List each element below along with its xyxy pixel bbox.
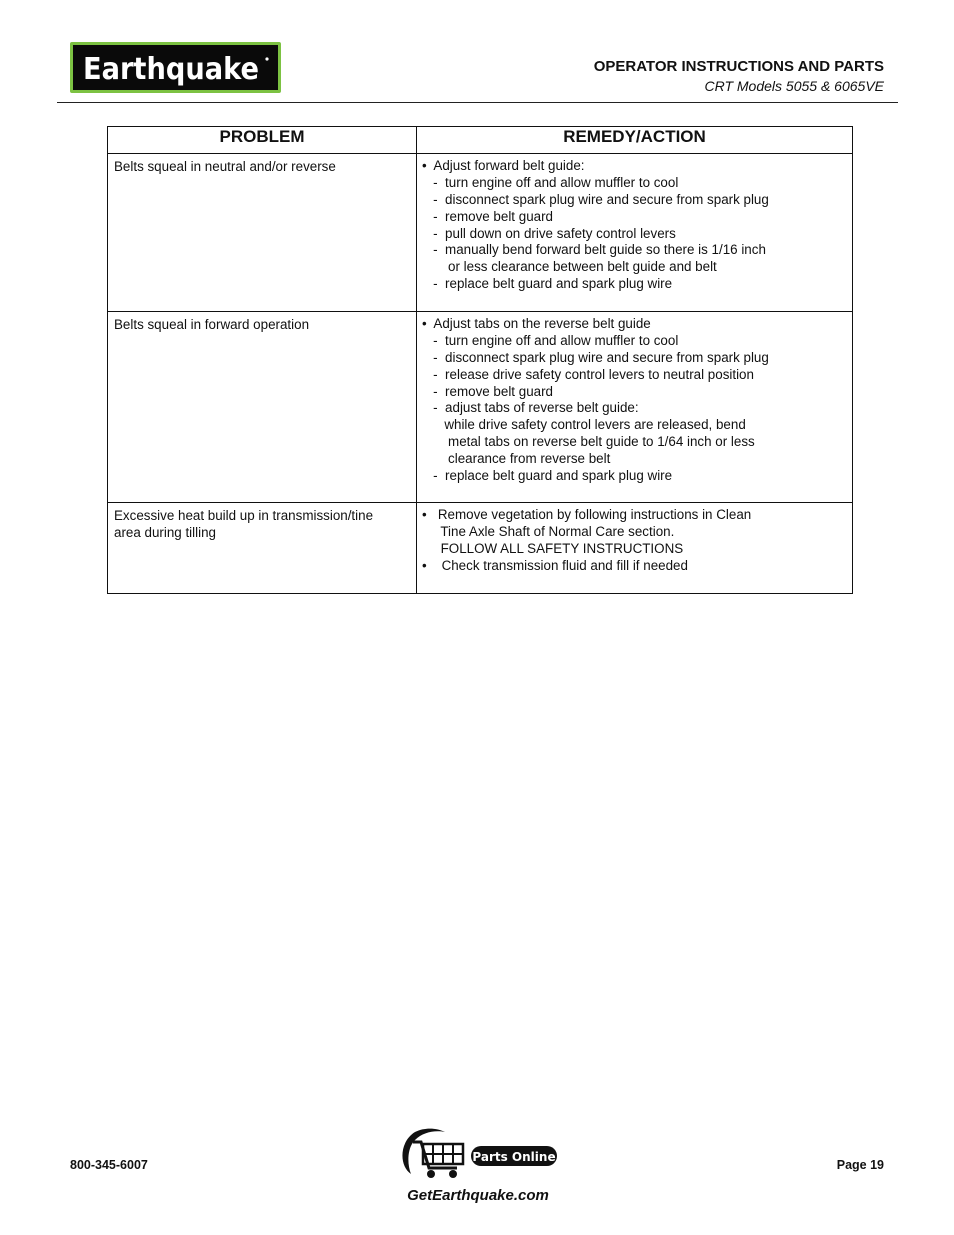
remedy-line: • Adjust forward belt guide: <box>422 158 585 173</box>
remedy-line: clearance from reverse belt <box>422 451 611 467</box>
remedy-line: - adjust tabs of reverse belt guide: <box>422 400 639 416</box>
table-row <box>108 312 853 503</box>
earthquake-logo-graphic <box>73 45 278 90</box>
remedy-cell <box>417 154 853 312</box>
table-row <box>108 503 853 594</box>
remedy-line: - disconnect spark plug wire and secure from spark plug <box>422 191 769 207</box>
footer-phone: 800-345-6007 <box>70 1158 148 1172</box>
remedy-line: - replace belt guard and spark plug wire <box>422 276 673 292</box>
problem-cell <box>108 312 417 503</box>
logo-wordmark: Earthquake <box>83 52 259 87</box>
column-header-problem: PROBLEM <box>108 127 417 154</box>
document-title: OPERATOR INSTRUCTIONS AND PARTS <box>593 58 884 75</box>
table-header-row <box>108 127 853 154</box>
footer-website-link[interactable]: GetEarthquake.com <box>407 1187 549 1204</box>
remedy-line: - remove belt guard <box>422 208 553 224</box>
registered-mark-icon <box>265 57 268 60</box>
remedy-cell <box>417 312 853 503</box>
problem-text: Belts squeal in neutral and/or reverse <box>114 159 336 174</box>
remedy-line: • Adjust tabs on the reverse belt guide <box>422 316 651 331</box>
remedy-line: - release drive safety control levers to neutral position <box>422 366 754 382</box>
problem-cell <box>108 503 417 594</box>
remedy-line: - replace belt guard and spark plug wire <box>422 468 673 484</box>
remedy-line: - manually bend forward belt guide so there is 1/16 inch <box>422 242 766 258</box>
parts-online-badge: Parts Online <box>472 1150 556 1164</box>
remedy-line: - remove belt guard <box>422 383 553 399</box>
remedy-line: - turn engine off and allow muffler to cool <box>422 332 679 348</box>
remedy-line: • Remove vegetation by following instructions in Clean <box>422 507 752 522</box>
earthquake-logo <box>70 42 281 93</box>
page-number: Page 19 <box>836 1158 884 1172</box>
table-row <box>108 154 853 312</box>
remedy-line: - pull down on drive safety control levers <box>422 225 676 241</box>
problem-text: Belts squeal in forward operation <box>114 317 310 332</box>
remedy-line: • Check transmission fluid and fill if needed <box>422 557 688 573</box>
remedy-line: Tine Axle Shaft of Normal Care section. <box>422 523 675 539</box>
remedy-line: - disconnect spark plug wire and secure from spark plug <box>422 349 769 365</box>
remedy-line: metal tabs on reverse belt guide to 1/64 inch or less <box>422 434 755 450</box>
document-subtitle: CRT Models 5055 & 6065VE <box>704 78 884 94</box>
remedy-cell <box>417 503 853 594</box>
shopping-cart-icon <box>397 1126 559 1182</box>
problem-text: area during tilling <box>114 525 216 540</box>
problem-cell <box>108 154 417 312</box>
header-divider <box>57 102 898 103</box>
parts-online-logo[interactable] <box>397 1126 559 1182</box>
remedy-line: FOLLOW ALL SAFETY INSTRUCTIONS <box>422 540 684 556</box>
remedy-line: - turn engine off and allow muffler to cool <box>422 174 679 190</box>
troubleshooting-table <box>107 126 853 594</box>
remedy-line: while drive safety control levers are released, bend <box>422 417 746 433</box>
problem-text: Excessive heat build up in transmission/tine <box>114 508 374 523</box>
column-header-remedy: REMEDY/ACTION <box>417 127 853 154</box>
remedy-line: or less clearance between belt guide and belt <box>422 259 717 275</box>
